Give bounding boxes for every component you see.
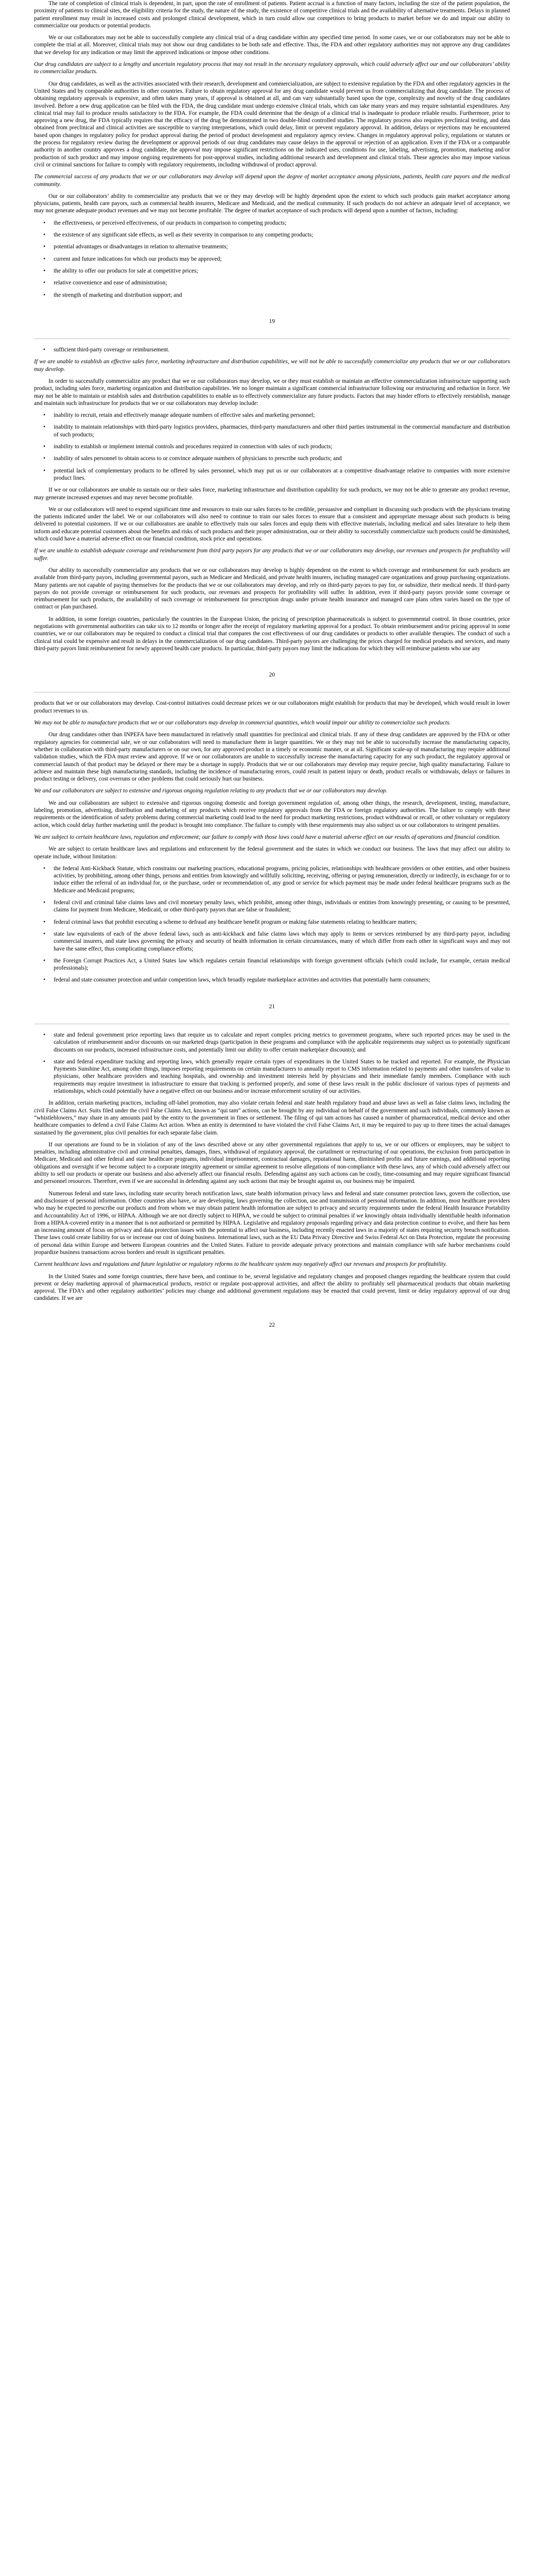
bullet-list (34, 1031, 510, 1095)
paragraph: We and our collaborators are subject to extensive and rigorous ongoing domestic and foreign government regulation of, among other things, the research, development, testing, manufacture, labeling, promotion, advertising, distribution and marketing of any products which receive regulatory approvals from the FDA or foreign regulatory authorities. The failure to comply with these requirements or the identification of safety problems during commercial marketing could lead to the need for product marketing restrictions, product withdrawal or recall, or other voluntary or regulatory action, which could delay further marketing until the product is brought into compliance. The failure to comply with these requirements may also subject us or our collaborators to stringent penalties. (34, 800, 510, 828)
bullet-item: • state and federal government price reporting laws that require us to calculate and report complex pricing metrics to government programs, where such reported prices may be used in the calculation of reimbursement and/or discounts on our marketed drugs (participation in these programs and compliance with the applicable requirements may subject us to potentially significant discounts on our products, increased infrastructure costs, and potentially limit our ability to offer certain marketplace discounts); and (54, 1031, 510, 1054)
paragraph: If our operations are found to be in violation of any of the laws described above or any other governmental regulations that apply to us, we or our officers or employees, may be subject to penalties, including administrative civil and criminal penalties, damages, fines, withdrawal of regulatory approval, the curtailment or restructuring of our operations, the exclusion from participation in Medicare, Medicaid and other federal and state healthcare programs, individual imprisonment, contractual damages, reputational harm, diminished profits and future earnings, and additional reporting obligations and oversight if we become subject to a corporate integrity agreement or similar agreement to resolve allegations of non-compliance with these laws, any of which could adversely affect our ability to sell our products or operate our business and also adversely affect our financial results. Defending against any such actions can be costly, time-consuming and may require significant financial and personnel resources. Therefore, even if we are successful in defending against any such actions that may be brought against us, our business may be impaired. (34, 1141, 510, 1185)
paragraph: If we or our collaborators are unable to sustain our or their sales force, marketing infrastructure and distribution capability for such products, we may not be able to generate any product revenue, may generate increased expenses and may never become profitable. (34, 487, 510, 501)
bullet-item: • federal criminal laws that prohibit executing a scheme to defraud any healthcare benefit program or making false statements relating to healthcare matters; (54, 919, 510, 926)
section-heading: If we are unable to establish an effective sales force, marketing infrastructure and distribution capabilities, we will not be able to successfully commercialize any products that we or our collaborators may develop. (34, 359, 510, 372)
bullet-item: • potential lack of complementary products to be offered by sales personnel, which may put us or our collaborators at a competitive disadvantage relative to companies with more extensive product lines. (54, 467, 510, 482)
bullet-item: • sufficient third-party coverage or reimbursement. (54, 346, 510, 353)
bullet-list (34, 412, 510, 482)
paragraph: Our ability to successfully commercialize any products that we or our collaborators may develop is highly dependent on the extent to which coverage and reimbursement for such products are available from third-party payors, including governmental payors, such as Medicare and Medicaid, and private health insurers, including managed care organizations and group purchasing organizations. Many patients are not capable of paying themselves for the products that we or our collaborators may develop, and rely on third-party payors to pay for, or subsidize, their medical needs. If third-party payors do not provide coverage or reimbursement for such products, our revenues and prospects for profitability will suffer. In addition, even if third-party payors provide some coverage or reimbursement for such products, the availability of such coverage or reimbursement for prescription drugs under private health insurance and managed care plans often varies based on the type of contract or plan purchased. (34, 567, 510, 611)
page-number: 19 (269, 318, 275, 325)
paragraph: In order to successfully commercialize any product that we or our collaborators may develop, we or they must establish or maintain an effective commercialization infrastructure supporting such product, including sales force, marketing organization and distribution capabilities. We no longer maintain a significant commercial infrastructure following our restructuring and reduction in force. We may not be able to maintain or establish sales and distribution capabilities to enable us to effectively commercialize any future products. Factors that may hinder efforts to effectively reestablish, manage and maintain such infrastructure for products that we or our collaborators may develop include: (34, 378, 510, 406)
section-heading: Our drug candidates are subject to a lengthy and uncertain regulatory process that may not result in the necessary regulatory approvals, which could adversely affect our and our collaborators’ ability to commercialize products. (34, 61, 510, 75)
bullet-item: • state and federal expenditure tracking and reporting laws, which generally require certain types of expenditures in the United States to be tracked and reported. For example, the Physician Payments Sunshine Act, among other things, imposes reporting requirements on certain manufacturers to annually report to CMS information related to payments and other transfers of value to physicians, other healthcare providers and teaching hospitals, and ownership and investment interests held by physicians and their immediate family members. Compliance with such requirements may require investment in infrastructure to ensure that tracking is performed properly, and some of these laws result in the public disclosure of various types of payments and relationships, which could potentially have a negative effect on our business and/or increase enforcement scrutiny of our activities. (54, 1058, 510, 1095)
bullet-item: • the existence of any significant side effects, as well as their severity in comparison to any competing products; (54, 231, 510, 239)
paragraph: In addition, in some foreign countries, particularly the countries in the European Union, the pricing of prescription pharmaceuticals is subject to governmental control. In those countries, price negotiations with governmental authorities can take six to 12 months or longer after the receipt of regulatory marketing approval for a product. To obtain reimbursement and/or pricing approval in some countries, we or our collaborators may be required to conduct a clinical trial that compares the cost effectiveness of our drug candidates or products to other available therapies. The conduct of such a clinical trial could be expensive and result in delays in the commercialization of our drug candidates. Third-party payors are challenging the prices charged for medical products and services, and many third-party payors limit reimbursement for newly approved health care products. In particular, third-party payors may limit the indications for which they will reimburse patients who use any (34, 616, 510, 652)
paragraph: Numerous federal and state laws, including state security breach notification laws, state health information privacy laws and federal and state consumer protection laws, govern the collection, use and disclosure of personal information. Other countries also have, or are developing, laws governing the collection, use and transmission of personal information. In addition, most healthcare providers who may be expected to prescribe our products and from whom we may obtain patient health information are subject to privacy and security requirements under the federal Health Insurance Portability and Accountability Act of 1996, or HIPAA. Although we are not directly subject to HIPAA, we could be subject to criminal penalties if we knowingly obtain individually identifiable health information from a HIPAA-covered entity in a manner that is not authorized or permitted by HIPAA. Legislative and regulatory proposals regarding privacy and data protection continue to evolve, and there has been an increasing amount of focus on privacy and data protection issues with the potential to affect our business, including recently enacted laws in a majority of states requiring security breach notification. These laws could create liability for us or increase our cost of doing business. International laws, such as the EU Data Privacy Directive and Swiss Federal Act on Data Protection, regulate the processing of personal data within Europe and between European countries and the United States. Failure to provide adequate privacy protections and maintain compliance with safe harbor mechanisms could jeopardize business transactions across borders and result in significant penalties. (34, 1190, 510, 1256)
page-number: 22 (269, 1321, 275, 1328)
bullet-item: • federal and state consumer protection and unfair competition laws, which broadly regulate marketplace activities and activities that potentially harm consumers; (54, 976, 510, 984)
page-number: 20 (269, 672, 275, 679)
bullet-item: • the ability to offer our products for sale at competitive prices; (54, 267, 510, 275)
paragraph: We or our collaborators may not be able to successfully complete any clinical trial of a drug candidate within any specified time period. In some cases, we or our collaborators may not be able to complete the trial at all. Moreover, clinical trials may not show our drug candidates to be both safe and effective. Thus, the FDA and other regulatory authorities may not approve any drug candidates that we develop for any indication or may limit the approved indications or impose other conditions. (34, 35, 510, 56)
paragraph: products that we or our collaborators may develop. Cost-control initiatives could decrease prices we or our collaborators might establish for products that may be developed, which would result in lower product revenues to us. (34, 700, 510, 714)
bullet-list (34, 865, 510, 984)
bullet-item: • the Foreign Corrupt Practices Act, a United States law which regulates certain financial relationships with foreign government officials (which could include, for example, certain medical professionals); (54, 957, 510, 972)
paragraph: In the United States and some foreign countries, there have been, and continue to be, several legislative and regulatory changes and proposed changes regarding the healthcare system that could prevent or delay marketing approval of pharmaceutical products, restrict or regulate post-approval activities, and affect the ability to profitably sell pharmaceutical products that obtain marketing approval. The FDA’s and other regulatory authorities’ policies may change and additional government regulations may be enacted that could prevent, limit or delay regulatory approval of our drug candidates. If we are (34, 1273, 510, 1302)
page-break-divider (34, 338, 510, 339)
paragraph: We or our collaborators will need to expend significant time and resources to train our sales forces to be credible, persuasive and compliant in discussing such products with the physicians treating the patients indicated under the label. We or our collaborators will also need to continue to train our sales forces to ensure that a consistent and appropriate message about such products is being delivered to potential customers. If we or our collaborators are unable to effectively train our sales forces and equip them with effective materials, including medical and sales literature to help them inform and educate potential customers about the benefits and risks of such products and their proper administration, our or their ability to successfully commercialize such products could be diminished, which could have a material adverse effect on our financial condition, stock price and operations. (34, 506, 510, 543)
paragraph: In addition, certain marketing practices, including off-label promotion, may also violate certain federal and state health regulatory fraud and abuse laws as well as false claims laws, including the civil False Claims Act. Suits filed under the civil False Claims Act, known as “qui tam” actions, can be brought by any individual on behalf of the government and such individuals, commonly known as “whistleblowers,” may share in any amounts paid by the entity to the government in fines or settlement. The filing of qui tam actions has caused a number of pharmaceutical, medical device and other healthcare companies to defend a civil False Claims Act action. When an entity is determined to have violated the civil False Claims Act, it may be required to pay up to three times the actual damages sustained by the government, plus civil penalties for each separate false claim. (34, 1100, 510, 1136)
section-heading: If we are unable to establish adequate coverage and reimbursement from third party payors for any products that we or our collaborators may develop, our revenues and prospects for profitability will suffer. (34, 548, 510, 562)
bullet-item: • inability to recruit, retain and effectively manage adequate numbers of effective sales and marketing personnel; (54, 412, 510, 419)
section-heading: The commercial success of any products that we or our collaborators may develop will depend upon the degree of market acceptance among physicians, patients, health care payors and the medical community. (34, 174, 510, 188)
paragraph: The rate of completion of clinical trials is dependent, in part, upon the rate of enrollment of patients. Patient accrual is a function of many factors, including the size of the patient population, the proximity of patients to clinical sites, the eligibility criteria for the study, the nature of the study, the existence of competitive clinical trials and the availability of alternative treatments. Delays in planned patient enrollment may result in increased costs and prolonged clinical development, which in turn could allow our competitors to bring products to market before we do and impair our ability to commercialize our products or potential products. (34, 1, 510, 29)
bullet-item: • federal civil and criminal false claims laws and civil monetary penalty laws, which prohibit, among other things, individuals or entities from knowingly presenting, or causing to be presented, claims for payment from Medicare, Medicaid, or other third-party payors that are false or fraudulent; (54, 899, 510, 914)
bullet-list (34, 219, 510, 299)
bullet-item: • the effectiveness, or perceived effectiveness, of our products in comparison to competing products; (54, 219, 510, 227)
bullet-item: • the strength of marketing and distribution support; and (54, 292, 510, 299)
paragraph: We are subject to certain healthcare laws and regulations and enforcement by the federal government and the states in which we conduct our business. The laws that may affect our ability to operate include, without limitation: (34, 846, 510, 860)
document-page (34, 0, 510, 2576)
paragraph: Our or our collaborators’ ability to commercialize any products that we or they may develop will be highly dependent upon the extent to which such products gain market acceptance among physicians, patients, health care payors, such as commercial health insurers, Medicare and Medicaid, and the medical community. If such products do not achieve an adequate level of acceptance, we may not generate adequate product revenues and we may not become profitable. The degree of market acceptance of such products will depend upon a number of factors, including: (34, 193, 510, 214)
bullet-item: • potential advantages or disadvantages in relation to alternative treatments; (54, 243, 510, 250)
bullet-item: • inability to establish or implement internal controls and procedures required in connection with sales of such products; (54, 443, 510, 450)
bullet-item: • relative convenience and ease of administration; (54, 279, 510, 286)
section-heading: We may not be able to manufacture products that we or our collaborators may develop in commercial quantities, which would impair our ability to commercialize such products. (34, 720, 451, 726)
section-heading: We and our collaborators are subject to extensive and rigorous ongoing regulation relating to any products that we or our collaborators may develop. (34, 788, 387, 794)
bullet-item: • state law equivalents of each of the above federal laws, such as anti-kickback and false claims laws which may apply to items or services reimbursed by any third-party payor, including commercial insurers, and state laws governing the privacy and security of health information in certain circumstances, many of which differ from each other in significant ways and may not have the same effect, thus complicating compliance efforts; (54, 930, 510, 953)
paragraph: Our drug candidates other than INPEFA have been manufactured in relatively small quantities for preclinical and clinical trials. If any of these drug candidates are approved by the FDA or other regulatory agencies for commercial sale, we or our collaborators will need to manufacture them in larger quantities. We or they may not be able to successfully increase the manufacturing capacity, whether in collaboration with third-party manufacturers or on our own, for any approved product in a timely or economic manner, or at all. Significant scale-up of manufacturing may require additional validation studies, which the FDA must review and approve. If we or our collaborators are unable to successfully increase the manufacturing capacity for any such product, the regulatory approval or commercial launch of that product may be delayed or there may be a shortage in supply. Products that we or our collaborators may develop may require precise, high quality manufacturing. Failure to achieve and maintain these high manufacturing standards, including the incidence of manufacturing errors, could result in patient injury or death, product recalls or withdrawals, delays or failures in product testing or delivery, cost overruns or other problems that could seriously hurt our business. (34, 732, 510, 783)
bullet-item: • inability of sales personnel to obtain access to or convince adequate numbers of physicians to prescribe such products; and (54, 455, 510, 462)
bullet-list (34, 346, 510, 353)
paragraph: Our drug candidates, as well as the activities associated with their research, development and commercialization, are subject to extensive regulation by the FDA and other regulatory agencies in the United States and by comparable authorities in other countries. Failure to obtain regulatory approval for any drug candidate would prevent us from commercializing that drug candidate. The process of obtaining regulatory approvals is expensive, and often takes many years, if approval is obtained at all, and can vary substantially based upon the type, complexity and novelty of the drug candidates involved. Before a new drug application can be filed with the FDA, the drug candidate must undergo extensive clinical trials, which can take many years and may require substantial expenditures. Any clinical trial may fail to produce results satisfactory to the FDA. For example, the FDA could determine that the design of a clinical trial is inadequate to produce reliable results. Furthermore, prior to approving a new drug, the FDA typically requires that the efficacy of the drug be demonstrated in two double-blind controlled studies. The regulatory process also requires preclinical testing, and data obtained from preclinical and clinical activities are susceptible to varying interpretations, which could delay, limit or prevent regulatory approval. In addition, delays or rejections may be encountered based upon changes in regulatory policy for product approval during the period of product development and regulatory agency review. Changes in regulatory approval policy, regulations or statutes or the process for regulatory review during the development or approval periods of our drug candidates may cause delays in the approval or rejection of an application. Even if the FDA or a comparable authority in another country approves a drug candidate, the approval may impose significant restrictions on the indicated uses, conditions for use, labeling, advertising, promotion, marketing and/or production of such product and may impose ongoing requirements for post-approval studies, including additional research and development and clinical trials. These agencies also may impose various civil or criminal sanctions for failure to comply with regulatory requirements, including withdrawal of product approval. (34, 80, 510, 168)
section-heading: We are subject to certain healthcare laws, regulation and enforcement; our failure to comply with those laws could have a material adverse effect on our results of operations and financial condition. (34, 834, 501, 840)
bullet-item: • the federal Anti-Kickback Statute, which constrains our marketing practices, educational programs, pricing policies, relationships with healthcare providers or other entities, and other business activities, by prohibiting, among other things, persons and entities from knowingly and willfully soliciting, receiving, offering or paying remuneration, directly or indirectly, in exchange for or to induce either the referral of an individual for, or the purchase, order or recommendation of, any good or service for which payment may be made under federal healthcare programs such as the Medicare and Medicaid programs; (54, 865, 510, 894)
section-heading: Current healthcare laws and regulations and future legislative or regulatory reforms to the healthcare system may negatively affect our revenues and prospects for profitability. (34, 1261, 447, 1268)
bullet-item: • current and future indications for which our products may be approved; (54, 256, 510, 263)
page-number: 21 (269, 1003, 275, 1010)
bullet-item: • inability to maintain relationships with third-party logistics providers, pharmacies, third-party manufacturers and other third parties instrumental in the commercial manufacture and distribution of such products; (54, 423, 510, 438)
